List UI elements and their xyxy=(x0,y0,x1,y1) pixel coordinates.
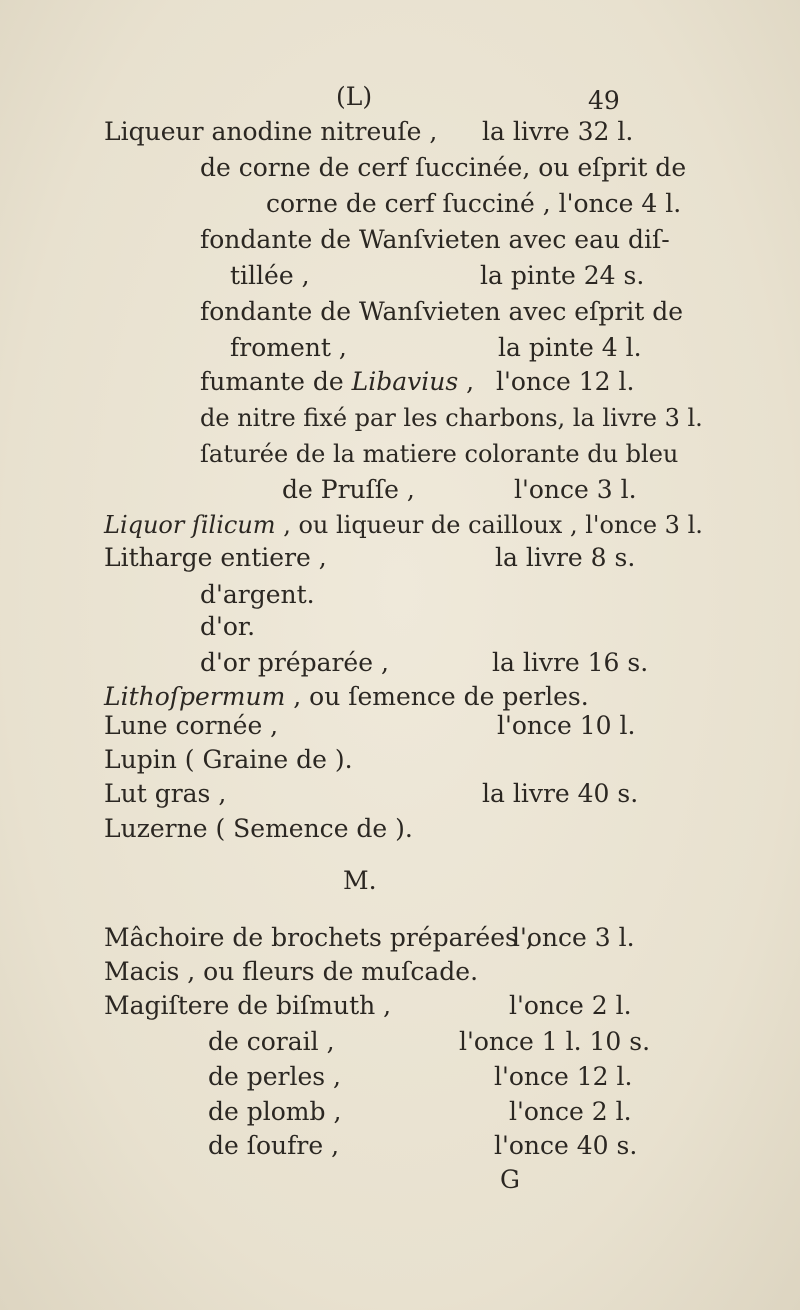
entry-text: de Pruſſe , xyxy=(282,475,415,504)
entry-price: la pinte 24 s. xyxy=(480,261,645,290)
entry-text: d'argent. xyxy=(200,580,315,609)
entry-text: Macis , ou fleurs de muſcade. xyxy=(104,957,479,986)
entry-text: Liquor ſilicum , ou liqueur de cailloux , l'once 3 l. xyxy=(104,511,703,539)
entry-price: l'once 40 s. xyxy=(494,1131,638,1160)
entry-price: l'once 1 l. 10 s. xyxy=(459,1027,651,1056)
entry-text: Lithoſpermum , ou ſemence de perles. xyxy=(104,682,589,711)
entry-text: Lune cornée , xyxy=(104,711,279,740)
entry-text: Liqueur anodine nitreuſe , xyxy=(104,117,438,146)
entry-text: de perles , xyxy=(208,1062,342,1091)
signature-mark: G xyxy=(500,1165,520,1194)
entry-text: tillée , xyxy=(230,261,310,290)
entry-text: de nitre fixé par les charbons, la livre 3 l. xyxy=(200,404,703,432)
author-name: Libavius xyxy=(351,367,459,396)
entry-price: l'once 2 l. xyxy=(509,1097,632,1126)
entry-text: Lupin ( Graine de ). xyxy=(104,745,353,774)
entry-text: de plomb , xyxy=(208,1097,342,1126)
entry-price: l'once 2 l. xyxy=(509,991,632,1020)
entry-text: d'or préparée , xyxy=(200,648,389,677)
entry-text: fondante de Wanſvieten avec eau diſ- xyxy=(200,225,670,254)
entry-text: Mâchoire de brochets préparées , xyxy=(104,923,534,952)
entry-text: de ſoufre , xyxy=(208,1131,340,1160)
entry-text: Magiſtere de biſmuth , xyxy=(104,991,392,1020)
entry-text: ſaturée de la matiere colorante du bleu xyxy=(200,440,679,468)
entry-price: la livre 8 s. xyxy=(495,543,636,572)
entry-text: d'or. xyxy=(200,612,256,641)
entry-text: Litharge entiere , xyxy=(104,543,327,572)
latin-term: Lithoſpermum xyxy=(104,682,286,711)
entry-price: l'once 12 l. xyxy=(494,1062,633,1091)
entry-price: la livre 16 s. xyxy=(492,648,649,677)
entry-text: de corne de cerf ſuccinée, ou eſprit de xyxy=(200,153,687,182)
entry-price: la livre 32 l. xyxy=(482,117,634,146)
entry-text: fumante de Libavius , xyxy=(200,367,475,396)
entry-price: l'once 12 l. xyxy=(496,367,635,396)
latin-term: Liquor ſilicum xyxy=(104,511,276,539)
entry-text: Luzerne ( Semence de ). xyxy=(104,814,413,843)
entry-price: l'once 10 l. xyxy=(497,711,636,740)
entry-text: de corail , xyxy=(208,1027,335,1056)
entry-price: la pinte 4 l. xyxy=(498,333,642,362)
entry-text: corne de cerf ſucciné , l'once 4 l. xyxy=(266,189,682,218)
entry-text: fondante de Wanſvieten avec eſprit de xyxy=(200,297,684,326)
entry-price: la livre 40 s. xyxy=(482,779,639,808)
section-heading: M. xyxy=(343,866,377,895)
entry-text: froment , xyxy=(230,333,347,362)
entry-price: l'once 3 l. xyxy=(512,923,635,952)
page-number: 49 xyxy=(588,86,620,115)
section-letter-header: (L) xyxy=(336,82,373,111)
entry-text: Lut gras , xyxy=(104,779,227,808)
entry-price: l'once 3 l. xyxy=(514,475,637,504)
